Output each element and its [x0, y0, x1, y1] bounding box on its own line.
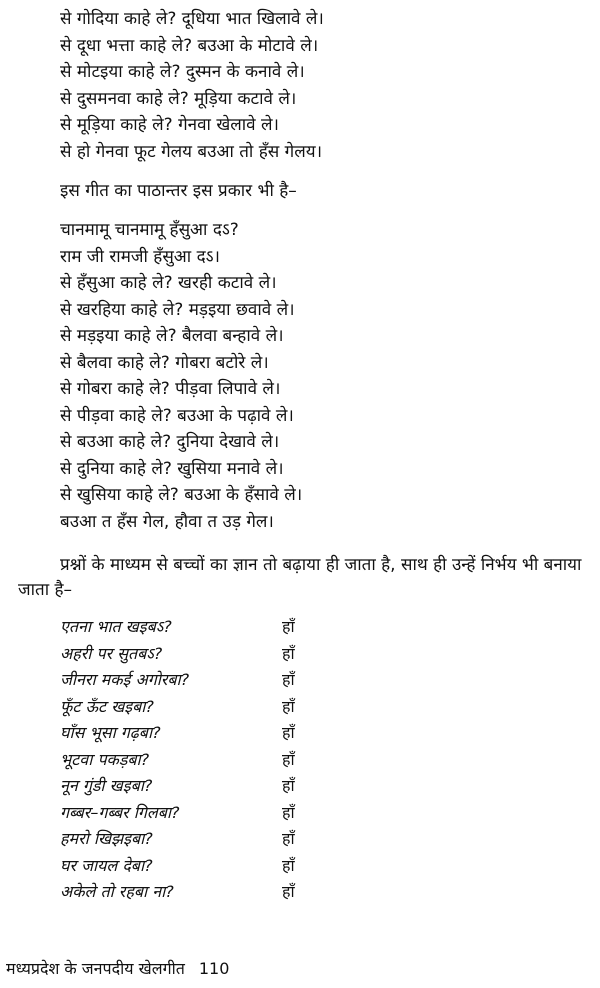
verse-line: से दूधा भत्ता काहे ले? बउआ के मोटावे ले। — [60, 35, 319, 56]
answer: हाँ — [282, 643, 295, 663]
answer: हाँ — [282, 829, 295, 848]
variant-intro: इस गीत का पाठान्तर इस प्रकार भी है– — [60, 181, 297, 201]
question: फूँट ऊँट खइबा? — [60, 696, 154, 716]
verse-line: राम जी रामजी हँसुआ दऽ। — [60, 246, 220, 267]
paragraph-line-2: जाता है– — [18, 580, 73, 600]
body-paragraph — [18, 553, 588, 603]
verse-line: से गोदिया काहे ले? दूधिया भात खिलावे ले। — [60, 9, 324, 29]
poem-verse-2 — [60, 217, 302, 535]
answer: हाँ — [282, 802, 295, 822]
book-title: मध्यप्रदेश के जनपदीय खेलगीत — [6, 959, 185, 978]
verse-line: से खुसिया काहे ले? बउआ के हँसावे ले। — [60, 485, 303, 505]
verse-line: से हँसुआ काहे ले? खरही कटावे ले। — [60, 273, 277, 293]
question: नून गुंडी खइबा? — [60, 776, 153, 795]
answer: हाँ — [282, 723, 295, 742]
answer: हाँ — [282, 670, 295, 689]
verse-line: से बैलवा काहे ले? गोबरा बटोरे ले। — [60, 352, 269, 373]
verse-line: से पीड़वा काहे ले? बउआ के पढ़ावे ले। — [60, 405, 294, 426]
verse-line: से दुनिया काहे ले? खुसिया मनावे ले। — [60, 458, 284, 479]
verse-line: से हो गेनवा फूट गेलय बउआ तो हँस गेलय। — [60, 141, 323, 162]
question: अकेले तो रहबा ना? — [60, 882, 174, 901]
question: हमरो खिझइबा? — [60, 829, 153, 848]
verse-line: से मूड़िया काहे ले? गेनवा खेलावे ले। — [60, 115, 279, 135]
question: अहरी पर सुतबऽ? — [60, 643, 163, 663]
question: घर जायल देबा? — [60, 855, 153, 875]
verse-line: से बउआ काहे ले? दुनिया देखावे ले। — [60, 432, 280, 452]
verse-line: से दुसमनवा काहे ले? मूड़िया कटावे ले। — [60, 88, 297, 109]
question: घाँस भूसा गढ़बा? — [60, 723, 161, 742]
question: एतना भात खइबऽ? — [60, 617, 172, 636]
verse-line: से गोबरा काहे ले? पीड़वा लिपावे ले। — [60, 379, 281, 399]
verse-line: से मड़इया काहे ले? बैलवा बन्हावे ले। — [60, 326, 284, 346]
answer: हाँ — [282, 696, 295, 716]
verse-line: चानमामू चानमामू हँसुआ दऽ? — [60, 220, 239, 240]
verse-line: से मोटइया काहे ले? दुस्मन के कनावे ले। — [60, 62, 305, 82]
verse-line: से खरहिया काहे ले? मड़इया छवावे ले। — [60, 299, 295, 320]
paragraph-line-1: प्रश्नों के माध्यम से बच्चों का ज्ञान तो बढ़ाया ही जाता है, साथ ही उन्हें निर्भय भी बनाया — [60, 555, 582, 575]
page-number: 110 — [198, 959, 230, 978]
page-footer — [6, 958, 229, 980]
answer: हाँ — [282, 749, 295, 769]
answer: हाँ — [282, 882, 295, 901]
answer: हाँ — [282, 855, 295, 875]
answer: हाँ — [282, 776, 295, 795]
question: जीनरा मकई अगोरबा? — [60, 670, 190, 689]
poem-verse-1 — [60, 6, 324, 165]
question: गब्बर–गब्बर गिलबा? — [60, 802, 180, 822]
answer: हाँ — [282, 617, 295, 636]
verse-line: बउआ त हँस गेल, हौवा त उड़ गेल। — [60, 511, 274, 532]
question: भूटवा पकड़बा? — [60, 749, 150, 769]
